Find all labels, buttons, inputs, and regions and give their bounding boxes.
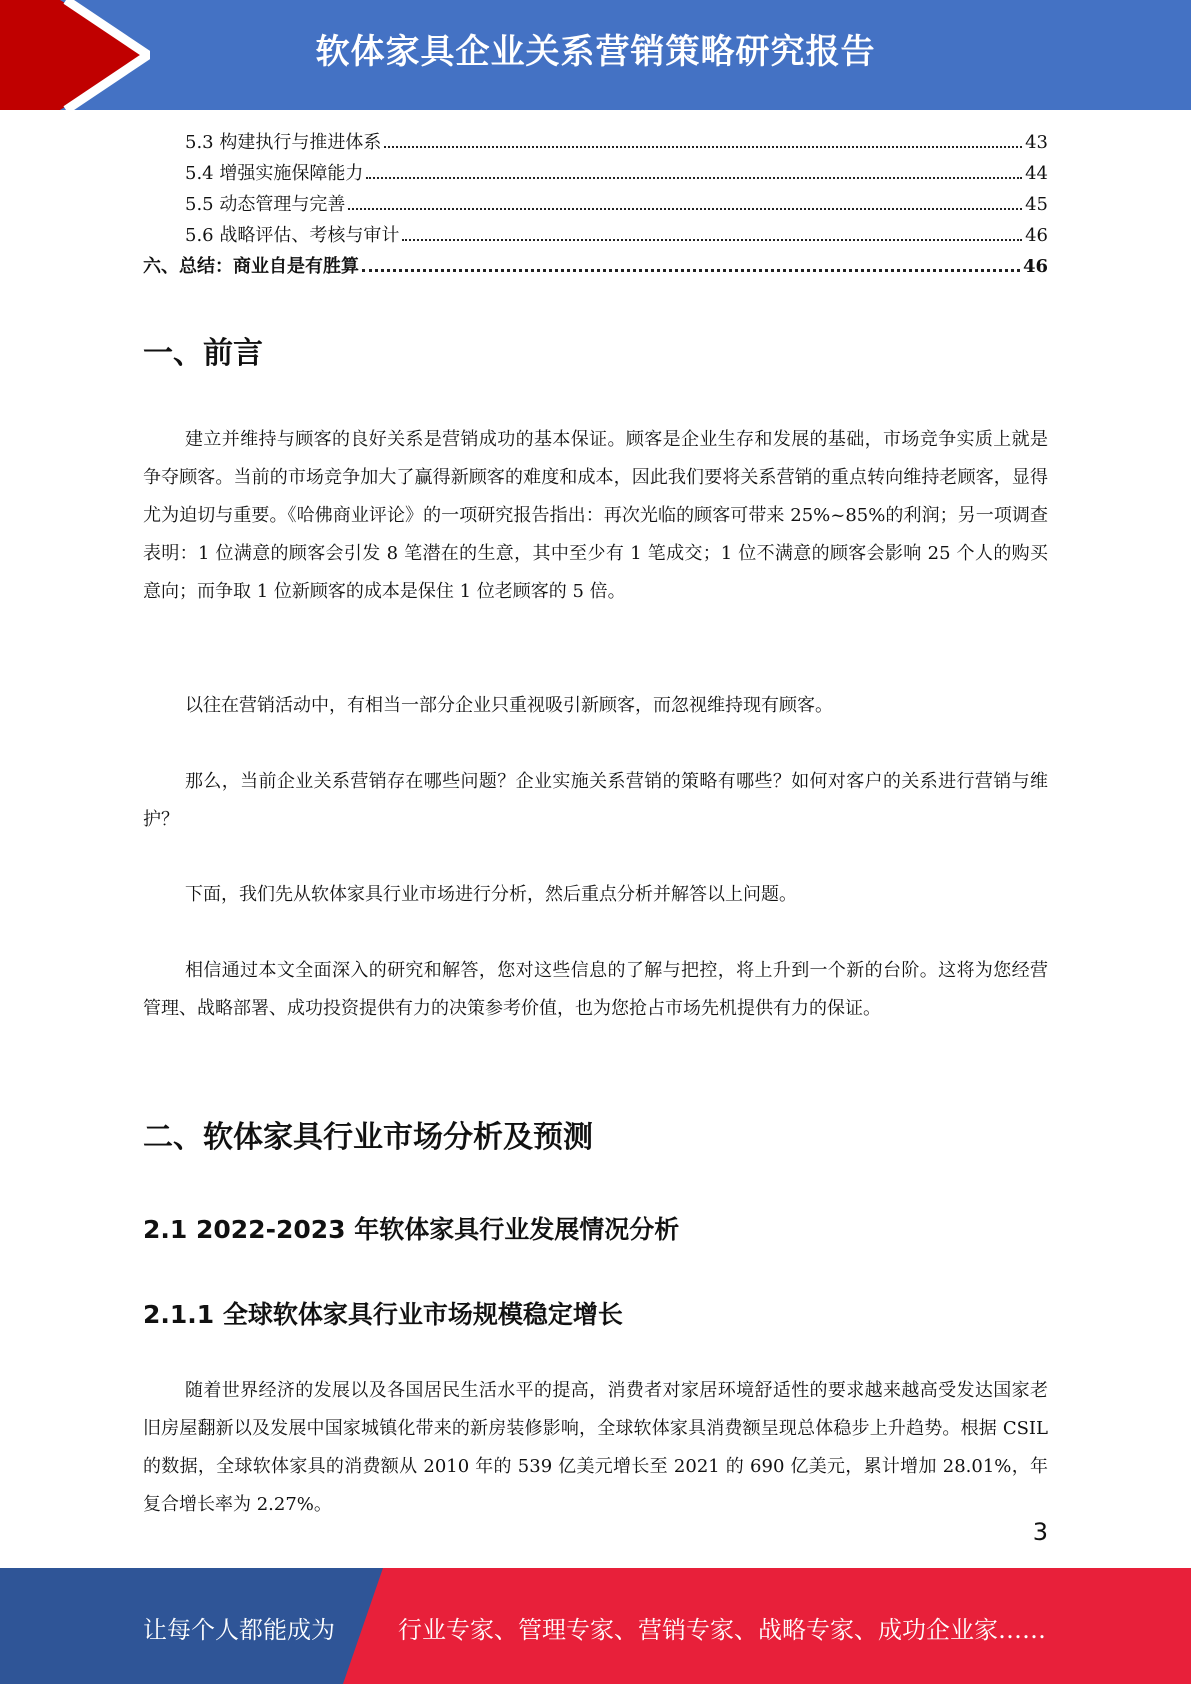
page-number: 3 xyxy=(1032,1518,1048,1546)
toc-entry[interactable] xyxy=(143,159,1048,190)
preface-heading: 一、前言 xyxy=(143,336,263,371)
toc-entry-label: 5.4 增强实施保障能力 xyxy=(185,163,364,184)
toc-entry-label: 六、总结：商业自是有胜算 xyxy=(143,256,359,277)
toc-entry-page: 44 xyxy=(1025,163,1048,184)
toc-entry-page: 45 xyxy=(1025,194,1048,215)
toc-dot-leader xyxy=(402,239,1022,241)
header-arrow-decoration xyxy=(0,0,150,110)
market-section-heading-block xyxy=(143,1112,1048,1156)
market-heading: 二、软体家具行业市场分析及预测 xyxy=(143,1120,593,1155)
toc-entry-label: 5.3 构建执行与推进体系 xyxy=(185,132,382,153)
preface-paragraph: 建立并维持与顾客的良好关系是营销成功的基本保证。顾客是企业生存和发展的基础，市场竞争实质上就是争夺顾客。当前的市场竞争加大了赢得新顾客的难度和成本，因此我们要将关系营销的重点转向维持老顾客，显得尤为迫切与重要。《哈佛商业评论》的一项研究报告指出：再次光临的顾客可带来 25%~85%的利润；另一项调查表明：1 位满意的顾客会引发 8 笔潜在的生意，其中至少有 1 笔成交；1 位不满意的顾客会影响 25 个人的购买意向；而争取 1 位新顾客的成本是保住 1 位老顾客的 5 倍。 xyxy=(143,429,1048,602)
preface-paragraph: 相信通过本文全面深入的研究和解答，您对这些信息的了解与把控，将上升到一个新的台阶。这将为您经营管理、战略部署、成功投资提供有力的决策参考价值，也为您抢占市场先机提供有力的保证。 xyxy=(143,960,1048,1019)
market-subsubheading: 2.1.1 全球软体家具行业市场规模稳定增长 xyxy=(143,1300,623,1329)
page-header xyxy=(0,0,1191,110)
toc-entry[interactable] xyxy=(143,252,1048,283)
toc-entry-label: 5.5 动态管理与完善 xyxy=(185,194,346,215)
toc-entry[interactable] xyxy=(143,190,1048,221)
page-footer xyxy=(0,1568,1191,1684)
toc-dot-leader xyxy=(348,208,1022,210)
toc-dot-leader xyxy=(384,146,1022,148)
toc-entry[interactable] xyxy=(143,128,1048,159)
footer-slogan-left: 让每个人都能成为 xyxy=(143,1616,335,1644)
toc-entry-page: 46 xyxy=(1022,256,1048,277)
toc-entry[interactable] xyxy=(143,221,1048,252)
preface-paragraph: 以往在营销活动中，有相当一部分企业只重视吸引新顾客，而忽视维持现有顾客。 xyxy=(185,695,833,716)
toc-entry-page: 46 xyxy=(1025,225,1048,246)
preface-section xyxy=(143,328,1048,372)
market-subheading: 2.1 2022-2023 年软体家具行业发展情况分析 xyxy=(143,1215,680,1244)
toc-entry-page: 43 xyxy=(1025,132,1048,153)
toc-entry-label: 5.6 战略评估、考核与审计 xyxy=(185,225,400,246)
footer-slogan-right: 行业专家、管理专家、营销专家、战略专家、成功企业家…… xyxy=(398,1616,1046,1644)
market-paragraph-block xyxy=(143,1372,1048,1524)
table-of-contents xyxy=(143,128,1048,283)
preface-para-4-block xyxy=(143,876,1048,914)
market-subsubheading-block xyxy=(143,1295,1048,1331)
preface-paragraph: 下面，我们先从软体家具行业市场进行分析，然后重点分析并解答以上问题。 xyxy=(185,884,797,905)
market-paragraph: 随着世界经济的发展以及各国居民生活水平的提高，消费者对家居环境舒适性的要求越来越高受发达国家老旧房屋翻新以及发展中国家城镇化带来的新房装修影响，全球软体家具消费额呈现总体稳步上升趋势。根据 CSIL 的数据，全球软体家具的消费额从 2010 年的 539 亿美元增长至 2021 的 690 亿美元，累计增加 28.01%，年复合增长率为 2.27%。 xyxy=(143,1380,1048,1515)
preface-para-1-block xyxy=(143,421,1048,611)
toc-dot-leader xyxy=(366,177,1022,179)
preface-para-2-block xyxy=(143,687,1048,725)
toc-dot-leader xyxy=(362,269,1020,272)
preface-para-3-block xyxy=(143,763,1048,839)
preface-paragraph: 那么，当前企业关系营销存在哪些问题？企业实施关系营销的策略有哪些？如何对客户的关系进行营销与维护？ xyxy=(143,771,1048,830)
market-subheading-block xyxy=(143,1210,1048,1246)
preface-para-5-block xyxy=(143,952,1048,1028)
report-title: 软体家具企业关系营销策略研究报告 xyxy=(315,32,876,72)
